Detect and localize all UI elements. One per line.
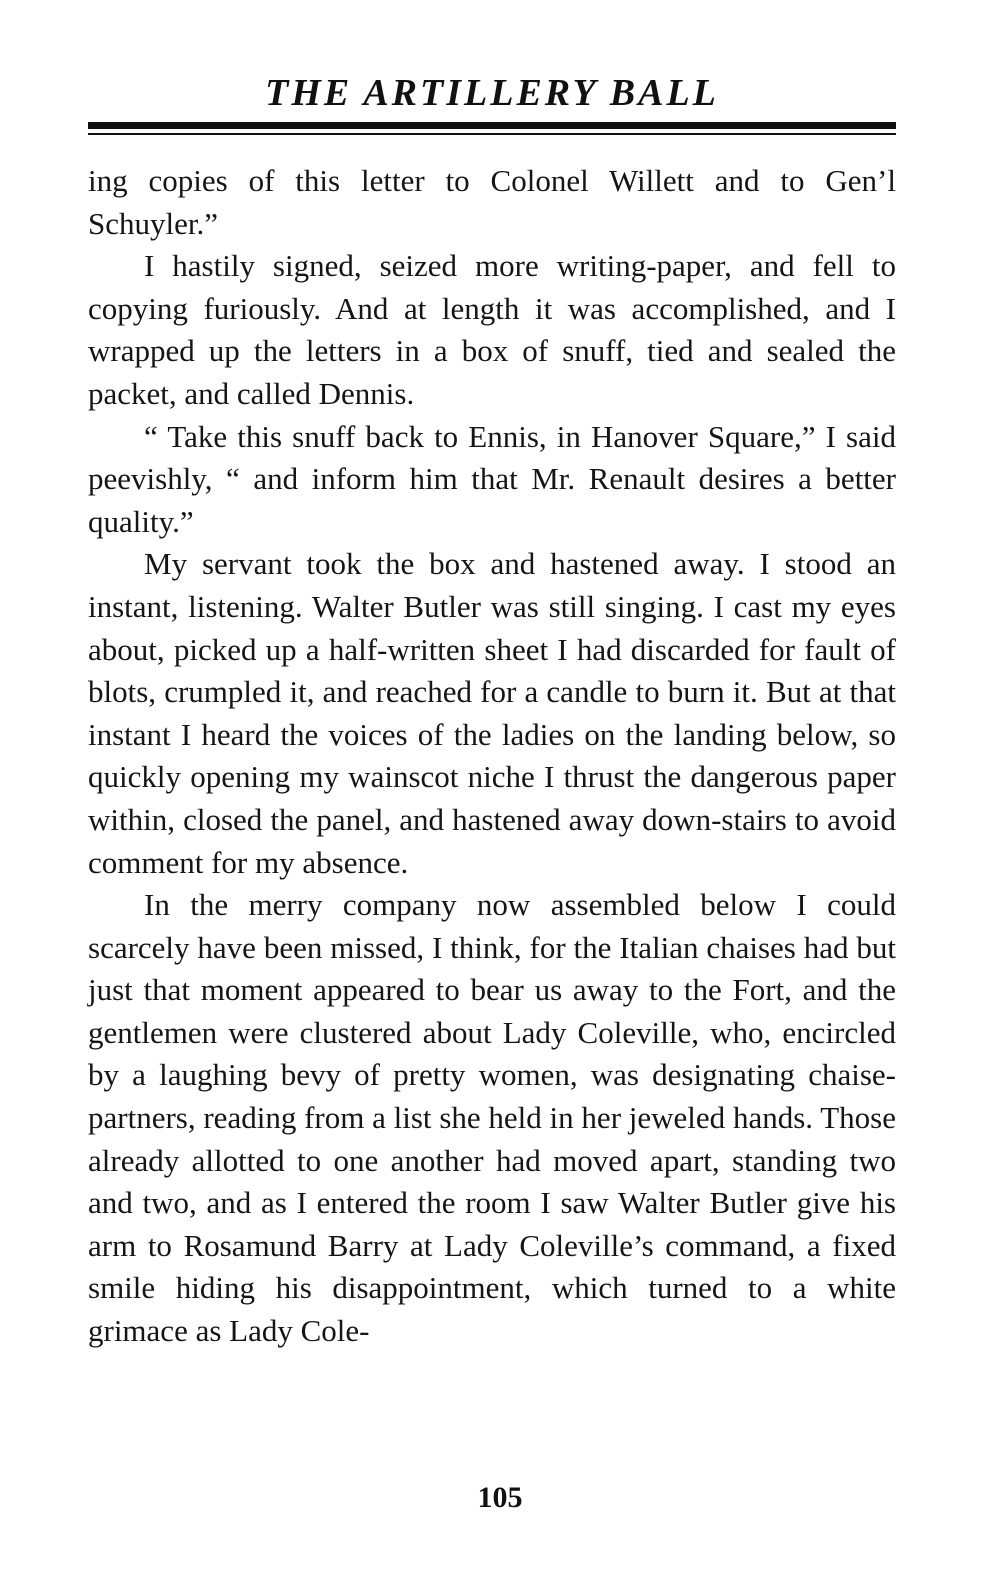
paragraph: In the merry company now assembled below I could scarcely have been missed, I think, for the Italian chaises had but just that moment appeared to bear us away to the Fort, and the gentlemen were clustered about Lady Coleville, who, encircled by a laughing bevy of pretty women, was designating chaise-partners, reading from a list she held in her jeweled hands. Those already allotted to one another had moved apart, standing two and two, and as I entered the room I saw Walter Butler give his arm to Rosamund Barry at Lady Coleville’s command, a fixed smile hiding his disappointment, which turned to a white grimace as Lady Cole- <box>88 887 896 1349</box>
paragraph: My servant took the box and hastened away. I stood an instant, listening. Walter Butler was still singing. I cast my eyes about, picked up a half-written sheet I had discarded for fault of blots, crumpled it, and reached for a candle to burn it. But at that instant I heard the voices of the ladies on the landing below, so quickly opening my wainscot niche I thrust the dangerous paper within, closed the panel, and hastened away down-stairs to avoid comment for my absence. <box>88 546 896 880</box>
page-number: 105 <box>477 1481 523 1514</box>
paragraph: “ Take this snuff back to Ennis, in Hanover Square,” I said peevishly, “ and inform him that Mr. Renault desires a better quality.” <box>88 418 896 539</box>
paragraph: I hastily signed, seized more writing-paper, and fell to copying furiously. And at length it was accomplished, and I wrapped up the letters in a box of snuff, tied and sealed the packet, and called Dennis. <box>88 248 896 411</box>
paragraph-continued: ing copies of this letter to Colonel Willett and to Gen’l Schuyler.” <box>88 163 896 241</box>
header-rule-thick <box>88 122 896 129</box>
body-text <box>88 160 896 1353</box>
running-head: THE ARTILLERY BALL <box>265 72 719 114</box>
header-rule-thin <box>88 133 896 135</box>
